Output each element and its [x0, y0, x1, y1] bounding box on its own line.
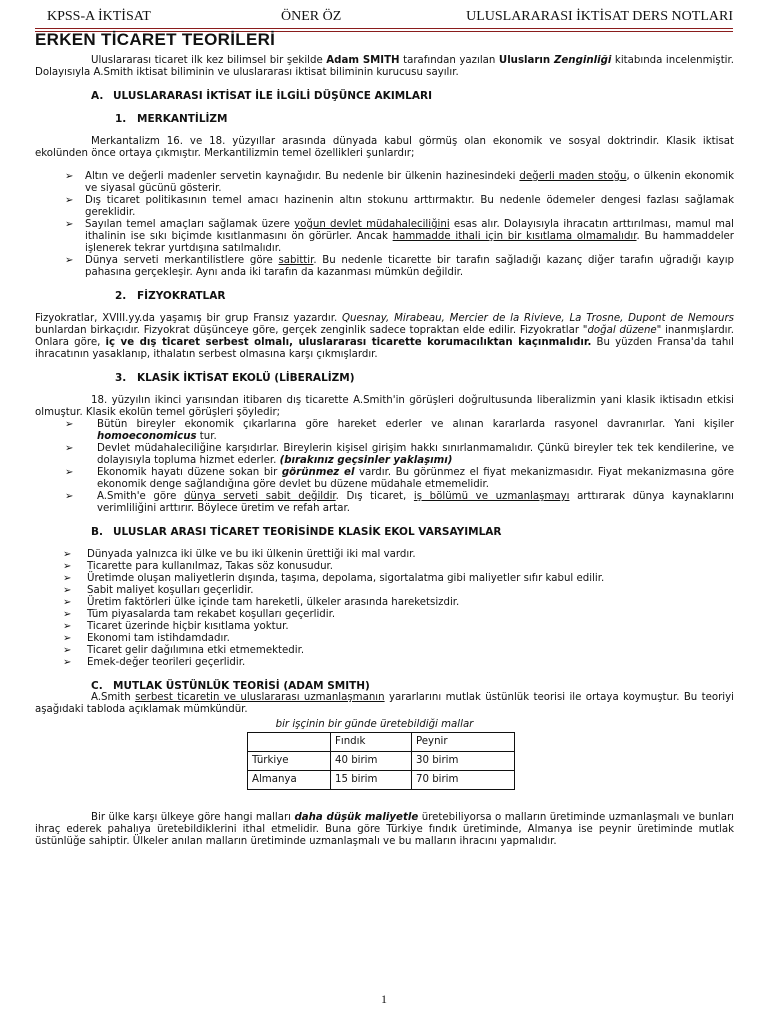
list-text-bold-italic: görünmez el — [281, 467, 355, 478]
paragraph-text: " inanmışlardır. Onlara göre, — [35, 325, 734, 348]
page-header — [35, 6, 733, 32]
list-text: Üretimde oluşan maliyetlerin dışında, taşıma, depolama, sigortalatma gibi maliyetler sıfır kabul edilir. — [87, 573, 605, 584]
table-cell: 40 birim — [331, 752, 412, 771]
arrow-bullet-icon: ➢ — [63, 573, 72, 584]
list-text: , o ülkenin ekonomik ve siyasal gücünü gösterir. — [85, 171, 734, 194]
list-item — [35, 219, 734, 255]
section-title: MUTLAK ÜSTÜNLÜK TEORİSİ (ADAM SMITH) — [113, 680, 370, 692]
arrow-bullet-icon: ➢ — [63, 585, 72, 596]
list-text: Dünya serveti merkantilistlere göre — [85, 255, 279, 266]
page-number: 1 — [381, 992, 387, 1006]
intro-book-title-italic: Zenginliği — [554, 55, 612, 66]
fizyokratlar-paragraph — [35, 313, 734, 361]
list-text: Sabit maliyet koşulları geçerlidir. — [87, 585, 254, 596]
intro-book-title: Ulusların — [498, 55, 555, 66]
list-text: Emek-değer teorileri geçerlidir. — [87, 657, 246, 668]
arrow-bullet-icon: ➢ — [65, 467, 74, 478]
list-text: . Bu nedenle ticarette bir tarafın sağladığı kazanç diğer tarafın uğradığı kayıp pahasına gerçekleşir. Aynı anda iki tarafın da kazanması mümkün değildir. — [85, 255, 734, 278]
list-text: . Dış ticaret, — [335, 491, 414, 502]
list-text-underlined: yoğun devlet müdahaleciliğini — [294, 219, 450, 230]
list-item — [35, 645, 734, 657]
list-text: vardır. Bu görünmez el fiyat mekanizmasıdır. Fiyat mekanizmasına göre ekonomik denge sağlandığına göre devlet bu düzene müdahale etmemelidir. — [97, 467, 734, 490]
list-item — [35, 549, 734, 561]
intro-text: kitabında incelenmiştir. Dolayısıyla A.Smith iktisat biliminin ve uluslararası iktisat biliminin kurucusu sayılır. — [35, 55, 735, 78]
table-cell: Türkiye — [248, 752, 331, 771]
arrow-bullet-icon: ➢ — [63, 549, 72, 560]
list-item — [35, 597, 734, 609]
section-title: ULUSLARARASI İKTİSAT İLE İLGİLİ DÜŞÜNCE AKIMLARI — [113, 90, 432, 102]
list-item — [35, 633, 734, 645]
header-left: KPSS-A İKTİSAT — [47, 9, 151, 24]
list-text: arttırarak dünya kaynaklarını verimliliğini arttırır. Böylece üretim ve refah artar. — [97, 491, 734, 514]
list-item — [35, 561, 734, 573]
section-title: ULUSLAR ARASI TİCARET TEORİSİNDE KLASİK EKOL VARSAYIMLAR — [113, 526, 502, 538]
section-heading-1 — [35, 113, 734, 125]
list-text: tur. — [196, 431, 217, 442]
mutlak-paragraph — [35, 692, 734, 716]
arrow-bullet-icon: ➢ — [63, 657, 72, 668]
list-text: Tüm piyasalarda tam rekabet koşulları geçerlidir. — [87, 609, 336, 620]
arrow-bullet-icon: ➢ — [63, 645, 72, 656]
merkantilizm-intro: Merkantalizm 16. ve 18. yüzyıllar arasında dünyada kabul görmüş olan ekonomik ve sosyal doktrindir. Klasik iktisat ekolünden önce ortaya çıkmıştır. Merkantilizmin temel özellikleri şunlardır; — [35, 136, 734, 159]
paragraph-text-bold-italic: daha düşük maliyetle — [294, 812, 419, 823]
list-text: Ekonomik hayatı düzene sokan bir — [97, 467, 282, 478]
header-author: ÖNER ÖZ — [281, 9, 342, 24]
table-cell: 30 birim — [412, 752, 515, 771]
list-text: esas alır. Dolayısıyla ihracatın arttırılması, mamul mal ithalinin ise sıkı biçimde kısıtlanmasını ön görürler. Ancak — [85, 219, 734, 242]
list-item — [35, 255, 734, 279]
table-row — [248, 771, 515, 790]
list-text-underlined: sabittir — [278, 255, 314, 266]
list-text: Dünyada yalnızca iki ülke ve bu iki ülkenin ürettiği iki mal vardır. — [87, 549, 416, 560]
section-number: 2. — [115, 290, 127, 302]
list-item — [35, 585, 734, 597]
list-text-bold-italic: homoeconomicus — [97, 431, 197, 442]
section-number: C. — [91, 680, 103, 692]
section-title: FİZYOKRATLAR — [137, 290, 226, 302]
list-text: Devlet müdahaleciliğine karşıdırlar. Bireylerin kişisel girişim hakkı sınırlanmamalıdır. Çünkü bireyler tek tek kendilerine, ve dolayısıyla topluma hizmet ederler. — [97, 443, 734, 466]
arrow-bullet-icon: ➢ — [65, 443, 74, 454]
arrow-bullet-icon: ➢ — [65, 255, 74, 266]
table-header-cell: Peynir — [412, 733, 515, 752]
section-title: KLASİK İKTİSAT EKOLÜ (LİBERALİZM) — [137, 372, 355, 384]
arrow-bullet-icon: ➢ — [65, 171, 74, 182]
list-text-underlined: dünya serveti sabit değildir — [183, 491, 336, 502]
arrow-bullet-icon: ➢ — [65, 195, 74, 206]
section-title: MERKANTİLİZM — [137, 113, 228, 125]
paragraph-text: yararlarını mutlak üstünlük teorisi ile ortaya koymuştur. Bu teoriyi aşağıdaki tabloda açıklamak mümkündür. — [35, 692, 734, 715]
paragraph-text: bunlardan birkaçıdır. Fizyokrat düşünceye göre, gerçek zenginlik sadece topraktan elde edilir. Fizyokratlar " — [35, 325, 588, 336]
list-item — [35, 419, 734, 443]
arrow-bullet-icon: ➢ — [63, 561, 72, 572]
paragraph-text-italic: doğal düzene — [587, 325, 657, 336]
arrow-bullet-icon: ➢ — [65, 419, 74, 430]
list-text: Ekonomi tam istihdamdadır. — [87, 633, 230, 644]
arrow-bullet-icon: ➢ — [63, 633, 72, 644]
list-item — [35, 573, 734, 585]
list-text: Ticarette para kullanılmaz, Takas söz konusudur. — [87, 561, 334, 572]
klasik-list — [35, 419, 734, 515]
table-cell: Almanya — [248, 771, 331, 790]
arrow-bullet-icon: ➢ — [63, 597, 72, 608]
arrow-bullet-icon: ➢ — [65, 219, 74, 230]
table-header-row — [248, 733, 515, 752]
production-table — [247, 732, 515, 790]
closing-paragraph — [35, 812, 734, 848]
section-number: A. — [91, 90, 104, 102]
list-item — [35, 443, 734, 467]
intro-text: Uluslararası ticaret ilk kez bilimsel bir şekilde — [91, 55, 327, 66]
header-right: ULUSLARARASI İKTİSAT DERS NOTLARI — [466, 9, 733, 24]
klasik-intro: 18. yüzyılın ikinci yarısından itibaren dış ticarette A.Smith'in görüşleri doğrultusunda liberalizmin yani klasik iktisadın etkisi olmuştur. Klasik ekolün temel görüşleri şöyledir; — [35, 395, 734, 418]
list-text-bold-italic: (bırakınız geçsinler yaklaşımı) — [279, 455, 453, 466]
table-cell: 15 birim — [331, 771, 412, 790]
section-heading-3 — [35, 372, 734, 384]
list-text-underlined: değerli maden stoğu — [519, 171, 627, 182]
list-item — [35, 609, 734, 621]
list-text: Ticaret gelir dağılımına etki etmemektedir. — [87, 645, 305, 656]
list-item — [35, 657, 734, 669]
paragraph-text-bold: iç ve dış ticaret serbest olmalı, uluslararası ticarette korumacılıktan kaçınmalıdır. — [105, 337, 592, 348]
table-caption: bir işçinin bir günde üretebildiği mallar — [275, 719, 474, 730]
section-heading-c — [35, 680, 734, 692]
author-names: Quesnay, Mirabeau, Mercier de la Rivieve, La Trosne, Dupont de Nemours — [342, 313, 734, 324]
paragraph-text: Fizyokratlar, XVIII.yy.da yaşamış bir grup Fransız yazardır. — [35, 313, 343, 324]
list-text: Üretim faktörleri ülke içinde tam hareketli, ülkeler arasında hareketsizdir. — [87, 597, 460, 608]
section-heading-2 — [35, 290, 734, 302]
list-text: Ticaret üzerinde hiçbir kısıtlama yoktur. — [87, 621, 289, 632]
arrow-bullet-icon: ➢ — [63, 621, 72, 632]
paragraph-text-underlined: serbest ticaretin ve uluslararası uzmanlaşmanın — [135, 692, 385, 703]
list-item — [35, 171, 734, 195]
section-heading-a — [35, 90, 734, 102]
list-text: Altın ve değerli madenler servetin kaynağıdır. Bu nedenle bir ülkenin hazinesindeki — [85, 171, 520, 182]
list-text: Sayılan temel amaçları sağlamak üzere — [85, 219, 295, 230]
section-number: B. — [91, 526, 103, 538]
table-header-cell: Fındık — [331, 733, 412, 752]
intro-text: tarafından yazılan — [399, 55, 499, 66]
section-number: 3. — [115, 372, 127, 384]
document-body — [35, 30, 735, 848]
intro-author: Adam SMITH — [326, 55, 400, 66]
table-cell — [248, 733, 331, 752]
paragraph-text: Bu yüzden Fransa'da tahıl ihracatının yasaklanıp, ithalatın serbest olmasına karşı çıkmışlardır. — [35, 337, 734, 360]
paragraph-text: üretebiliyorsa o malların üretiminde uzmanlaşmalı ve bunları ihraç ederek pahalıya üretebildiklerini ithal etmelidir. Buna göre Türkiye fındık üretiminde, Almanya ise peynir üretiminde mutlak üstünlüğe sahiptir. Ülkeler anılan malların üretiminde uzmanlaşmalı ve bu malların ihracını yapmalıdır. — [35, 812, 734, 847]
list-text: A.Smith'e göre — [97, 491, 184, 502]
list-item — [35, 195, 734, 219]
paragraph-text: Bir ülke karşı ülkeye göre hangi malları — [91, 812, 295, 823]
list-item — [35, 491, 734, 515]
list-item — [35, 467, 734, 491]
arrow-bullet-icon: ➢ — [63, 609, 72, 620]
page-title: ERKEN TİCARET TEORİLERİ — [35, 30, 276, 49]
list-text: . Bu hammaddeler işlenerek tekrar yurtdışına satılmalıdır. — [85, 231, 734, 254]
table-cell: 70 birim — [412, 771, 515, 790]
merkantilizm-list — [35, 171, 734, 279]
paragraph-text: A.Smith — [91, 692, 136, 703]
list-item — [35, 621, 734, 633]
intro-paragraph — [35, 55, 734, 79]
section-number: 1. — [115, 113, 127, 125]
list-text-underlined: hammadde ithali için bir kısıtlama olmamalıdır — [392, 231, 637, 242]
list-text: Dış ticaret politikasının temel amacı hazinenin altın stokunu arttırmaktır. Bu nedenle ödemeler dengesi fazlası sağlamak gereklidir. — [85, 195, 734, 218]
list-text-underlined: iş bölümü ve uzmanlaşmayı — [413, 491, 570, 502]
section-heading-b — [35, 526, 734, 538]
varsayimlar-list — [35, 549, 734, 669]
table-row — [248, 752, 515, 771]
arrow-bullet-icon: ➢ — [65, 491, 74, 502]
list-text: Bütün bireyler ekonomik çıkarlarına göre hareket ederler ve alınan kararlarda rasyonel davranırlar. Yani kişiler — [97, 419, 734, 430]
